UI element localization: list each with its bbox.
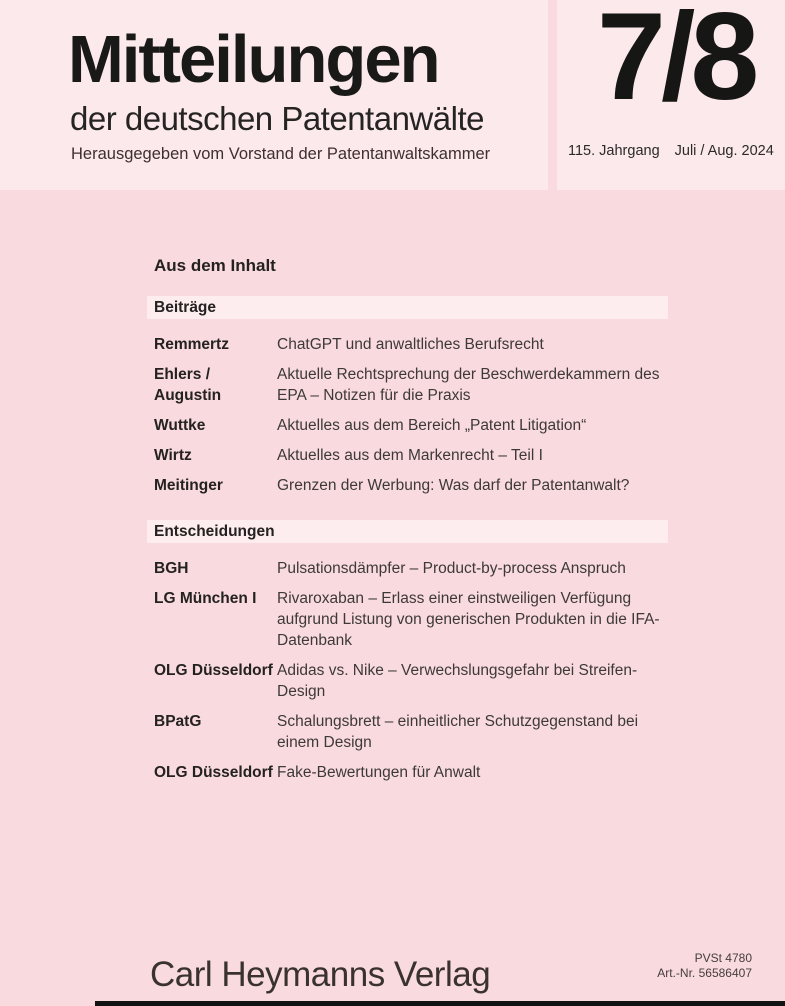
- publisher-line: Herausgegeben vom Vorstand der Patentanwaltskammer: [71, 145, 491, 163]
- toc-source: OLG Düsseldorf: [154, 764, 273, 781]
- toc-entry: [154, 588, 785, 651]
- toc-source: Meitinger: [154, 477, 223, 494]
- toc-source: Remmertz: [154, 336, 229, 353]
- issue-meta: [568, 143, 774, 159]
- toc-title: Fake-Bewertungen für Anwalt: [277, 764, 481, 781]
- journal-title: Mitteilungen: [68, 22, 439, 97]
- toc-entry: [154, 711, 785, 753]
- toc-title: Pulsationsdämpfer – Product-by-process Anspruch: [277, 560, 626, 577]
- toc-entry: [154, 762, 785, 783]
- toc-entry: [154, 334, 785, 355]
- contents-area: [0, 190, 785, 792]
- toc-entry: [154, 558, 785, 579]
- toc-entry: [154, 660, 785, 702]
- issue-block: [557, 0, 785, 190]
- toc-entry: [154, 475, 785, 496]
- toc-title: Aktuelles aus dem Markenrecht – Teil I: [277, 447, 543, 464]
- toc-entry: [154, 445, 785, 466]
- toc-source: Ehlers / Augustin: [154, 366, 222, 404]
- pvst-number: PVSt 4780: [694, 951, 752, 965]
- section-band-entscheidungen: Entscheidungen: [147, 520, 668, 543]
- issue-number: 7/8: [597, 0, 755, 126]
- contents-heading: Aus dem Inhalt: [154, 256, 276, 275]
- toc-source: Wirtz: [154, 447, 192, 464]
- toc-source: OLG Düsseldorf: [154, 662, 273, 679]
- article-number: Art.-Nr. 56586407: [657, 966, 752, 980]
- toc-entry: [154, 415, 785, 436]
- toc-title: Aktuelle Rechtsprechung der Beschwerdekammern des EPA – Notizen für die Praxis: [277, 366, 660, 404]
- toc-source: Wuttke: [154, 417, 206, 434]
- toc-list-entscheidungen: [154, 558, 785, 783]
- postal-codes: [657, 951, 752, 981]
- section-band-beitraege: Beiträge: [147, 296, 668, 319]
- toc-title: Grenzen der Werbung: Was darf der Patentanwalt?: [277, 477, 630, 494]
- toc-title: ChatGPT und anwaltliches Berufsrecht: [277, 336, 544, 353]
- toc-title: Rivaroxaban – Erlass einer einstweiligen Verfügung aufgrund Listung von generischen Produkten in die IFA-Datenbank: [277, 590, 660, 649]
- toc-source: LG München I: [154, 590, 257, 607]
- masthead: [0, 0, 548, 190]
- issue-volume: 115. Jahrgang: [568, 143, 660, 159]
- publisher-name: Carl Heymanns Verlag: [150, 955, 491, 994]
- toc-source: BGH: [154, 560, 189, 577]
- toc-title: Aktuelles aus dem Bereich „Patent Litigation“: [277, 417, 587, 434]
- toc-entry: [154, 364, 785, 406]
- toc-title: Schalungsbrett – einheitlicher Schutzgegenstand bei einem Design: [277, 713, 639, 751]
- toc-source: BPatG: [154, 713, 202, 730]
- issue-date: Juli / Aug. 2024: [674, 143, 774, 159]
- bottom-bar: [95, 1001, 785, 1006]
- journal-subtitle: der deutschen Patentanwälte: [70, 100, 484, 137]
- toc-title: Adidas vs. Nike – Verwechslungsgefahr bei Streifen-Design: [277, 662, 638, 700]
- toc-list-beitraege: [154, 334, 785, 496]
